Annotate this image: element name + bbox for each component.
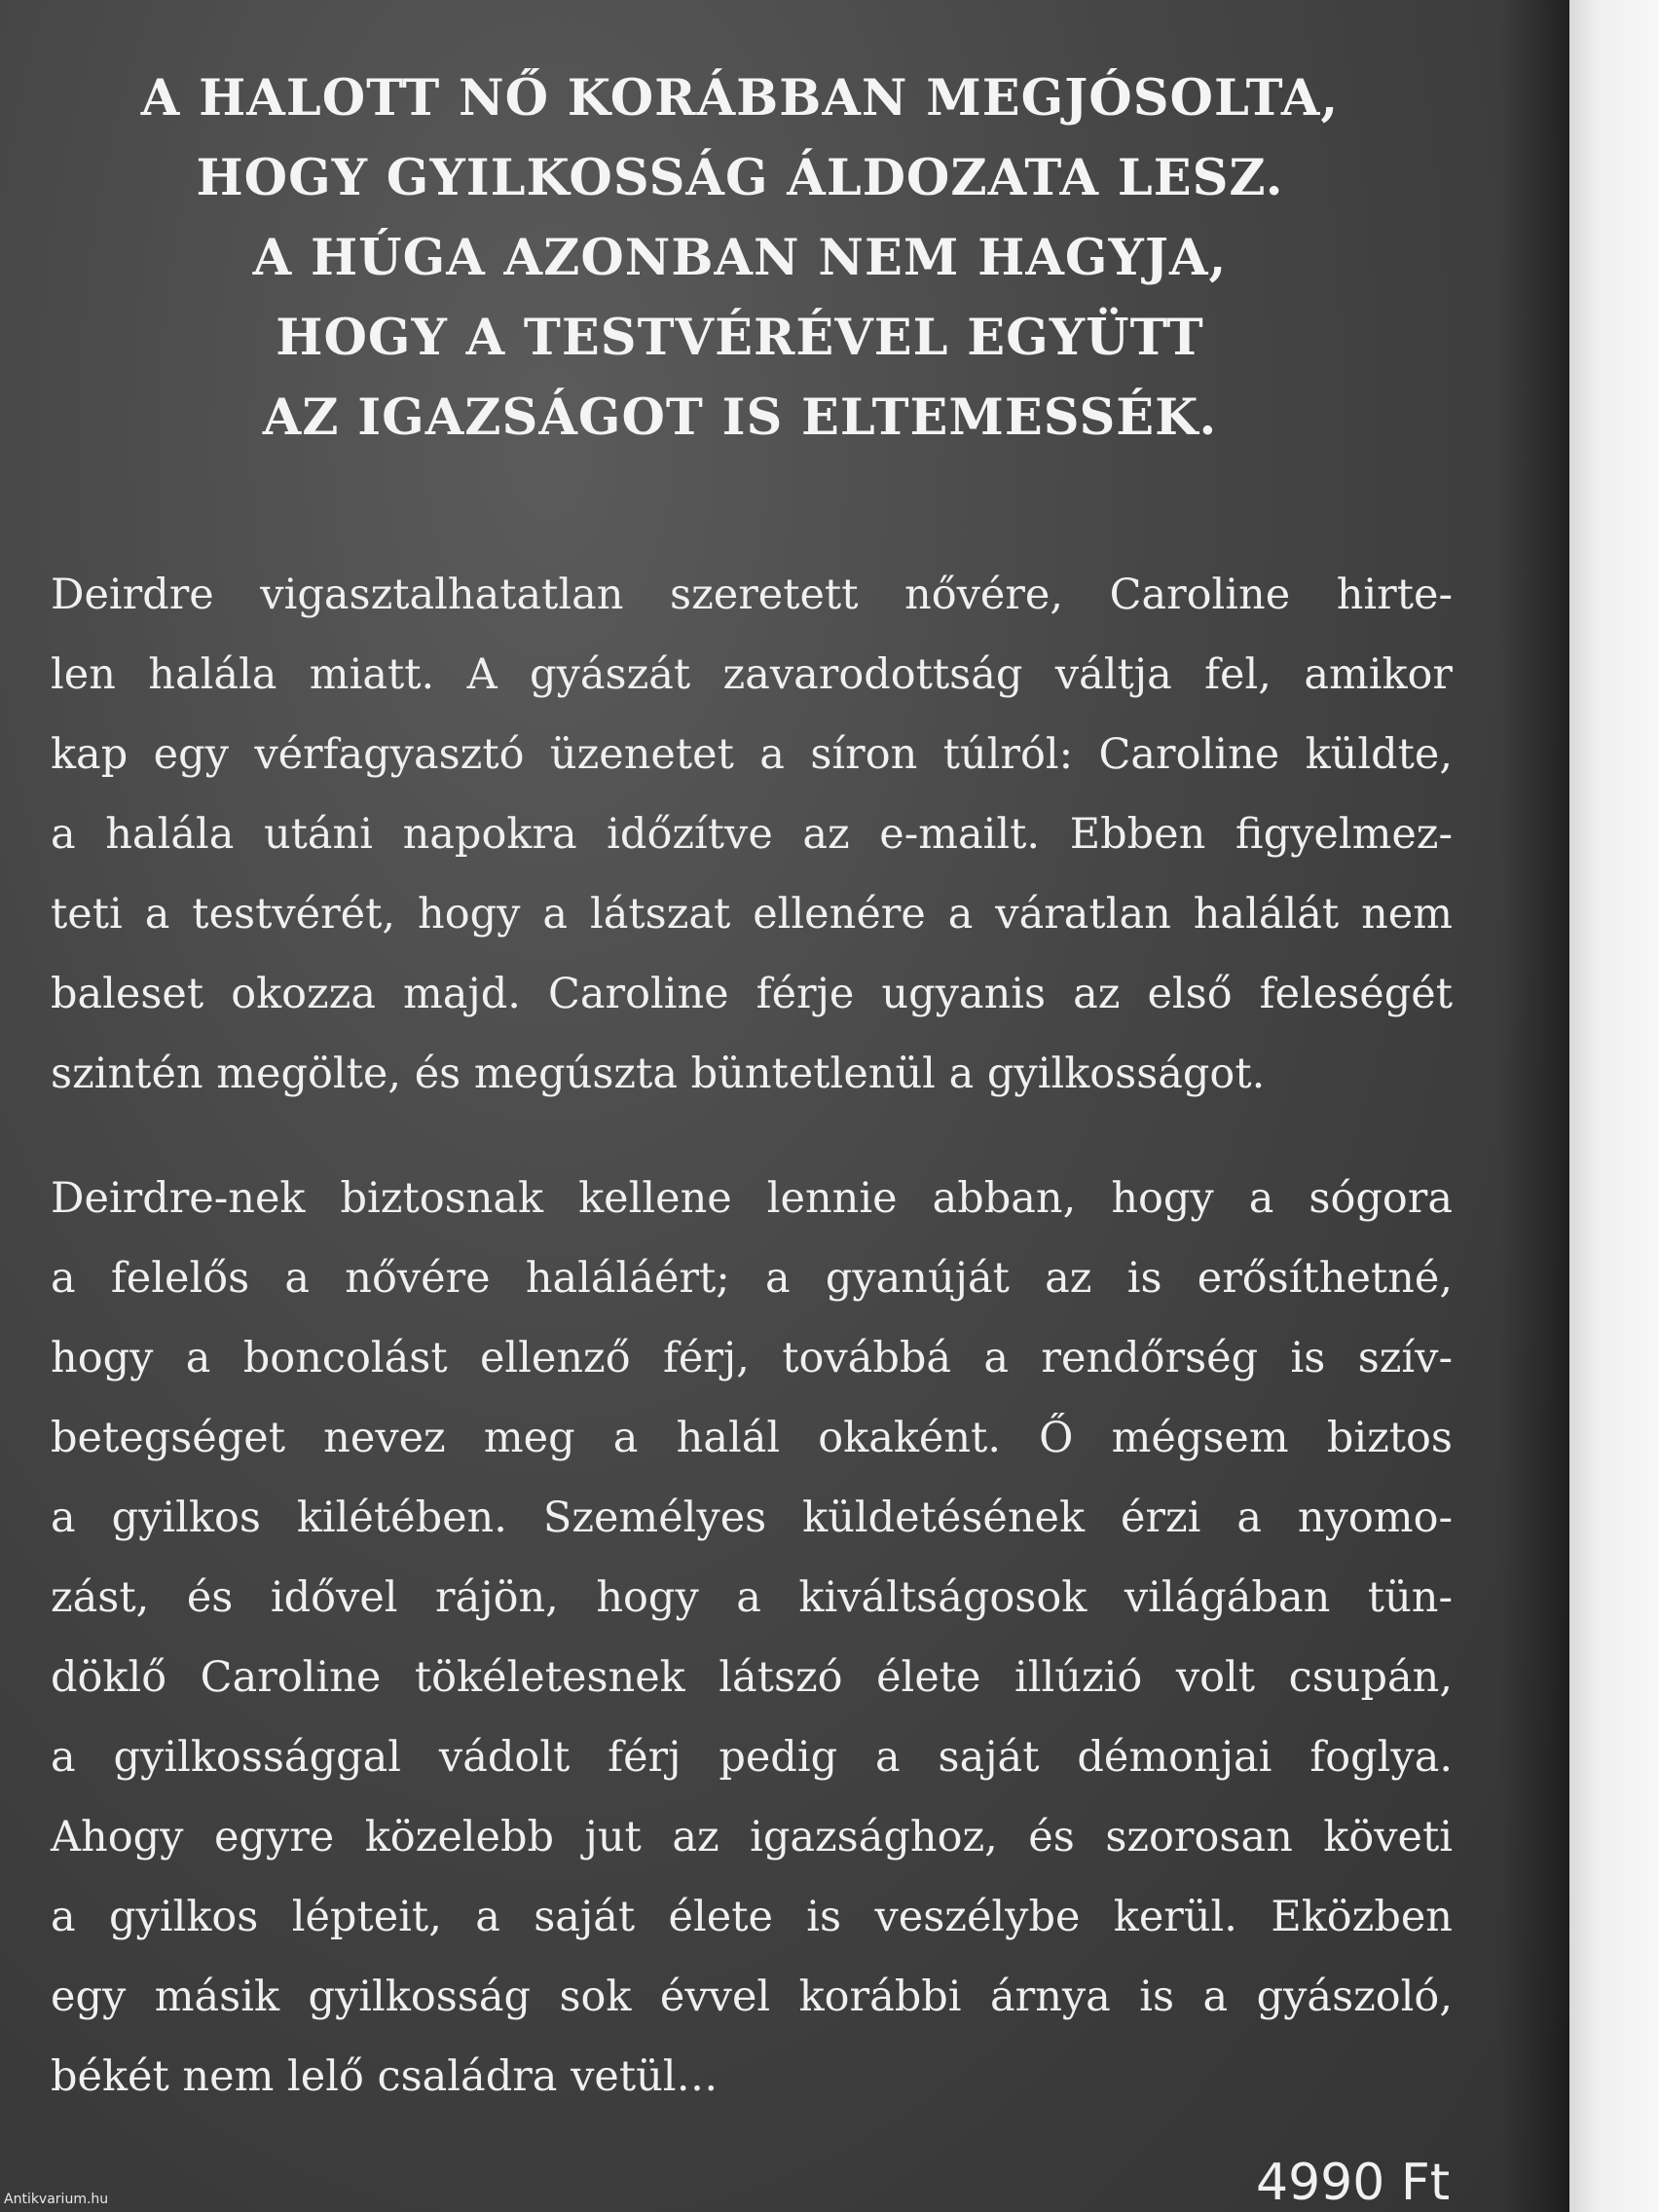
blurb-line: egy másik gyilkosság sok évvel korábbi árnya is a gyászoló, bbox=[51, 1972, 1453, 2021]
blurb-line: betegséget nevez meg a halál okaként. Ő mégsem biztos bbox=[51, 1414, 1453, 1462]
blurb-line: a gyilkossággal vádolt férj pedig a saját démonjai foglya. bbox=[51, 1733, 1453, 1782]
blurb-line: a felelős a nővére haláláért; a gyanúját az is erősíthetné, bbox=[51, 1254, 1453, 1303]
blurb-line: a halála utáni napokra időzítve az e-mailt. Ebben figyelmez- bbox=[51, 810, 1453, 859]
blurb-line: Deirdre vigasztalhatatlan szeretett nővére, Caroline hirte- bbox=[51, 571, 1453, 619]
tagline-line: HOGY A TESTVÉRÉVEL EGYÜTT bbox=[276, 309, 1204, 367]
blurb-paragraph-2 bbox=[51, 1159, 1453, 2117]
background-surface bbox=[1569, 0, 1659, 2212]
cover-edge-shadow bbox=[1499, 0, 1569, 2212]
price-label: 4990 Ft bbox=[1256, 2154, 1451, 2212]
blurb-paragraph-1 bbox=[51, 555, 1453, 1114]
blurb-line: Deirdre-nek biztosnak kellene lennie abban, hogy a sógora bbox=[51, 1174, 1453, 1223]
blurb-line: döklő Caroline tökéletesnek látszó élete illúzió volt csupán, bbox=[51, 1653, 1453, 1702]
blurb-line: Ahogy egyre közelebb jut az igazsághoz, és szorosan követi bbox=[51, 1813, 1453, 1862]
blurb-line: zást, és idővel rájön, hogy a kiváltságosok világában tün- bbox=[51, 1573, 1453, 1622]
blurb-line: teti a testvérét, hogy a látszat ellenére a váratlan halálát nem bbox=[51, 890, 1453, 939]
cover-tagline bbox=[97, 58, 1382, 458]
blurb-line: len halála miatt. A gyászát zavarodottság váltja fel, amikor bbox=[51, 650, 1453, 699]
watermark-text: Antikvarium.hu bbox=[4, 2192, 109, 2207]
blurb-line: békét nem lelő családra vetül… bbox=[51, 2052, 719, 2101]
tagline-line: HOGY GYILKOSSÁG ÁLDOZATA LESZ. bbox=[196, 149, 1284, 207]
blurb-line: szintén megölte, és megúszta büntetlenül a gyilkosságot. bbox=[51, 1050, 1266, 1098]
blurb-line: a gyilkos kilétében. Személyes küldetésének érzi a nyomo- bbox=[51, 1493, 1453, 1542]
blurb-line: hogy a boncolást ellenző férj, továbbá a rendőrség is szív- bbox=[51, 1334, 1453, 1382]
tagline-line: A HALOTT NŐ KORÁBBAN MEGJÓSOLTA, bbox=[140, 69, 1340, 128]
blurb-line: baleset okozza majd. Caroline férje ugyanis az első feleségét bbox=[51, 970, 1453, 1018]
blurb-line: a gyilkos lépteit, a saját élete is veszélybe kerül. Eközben bbox=[51, 1893, 1453, 1941]
tagline-line: AZ IGAZSÁGOT IS ELTEMESSÉK. bbox=[262, 388, 1218, 447]
blurb-line: kap egy vérfagyasztó üzenetet a síron túlról: Caroline küldte, bbox=[51, 730, 1453, 779]
tagline-line: A HÚGA AZONBAN NEM HAGYJA, bbox=[252, 229, 1228, 287]
